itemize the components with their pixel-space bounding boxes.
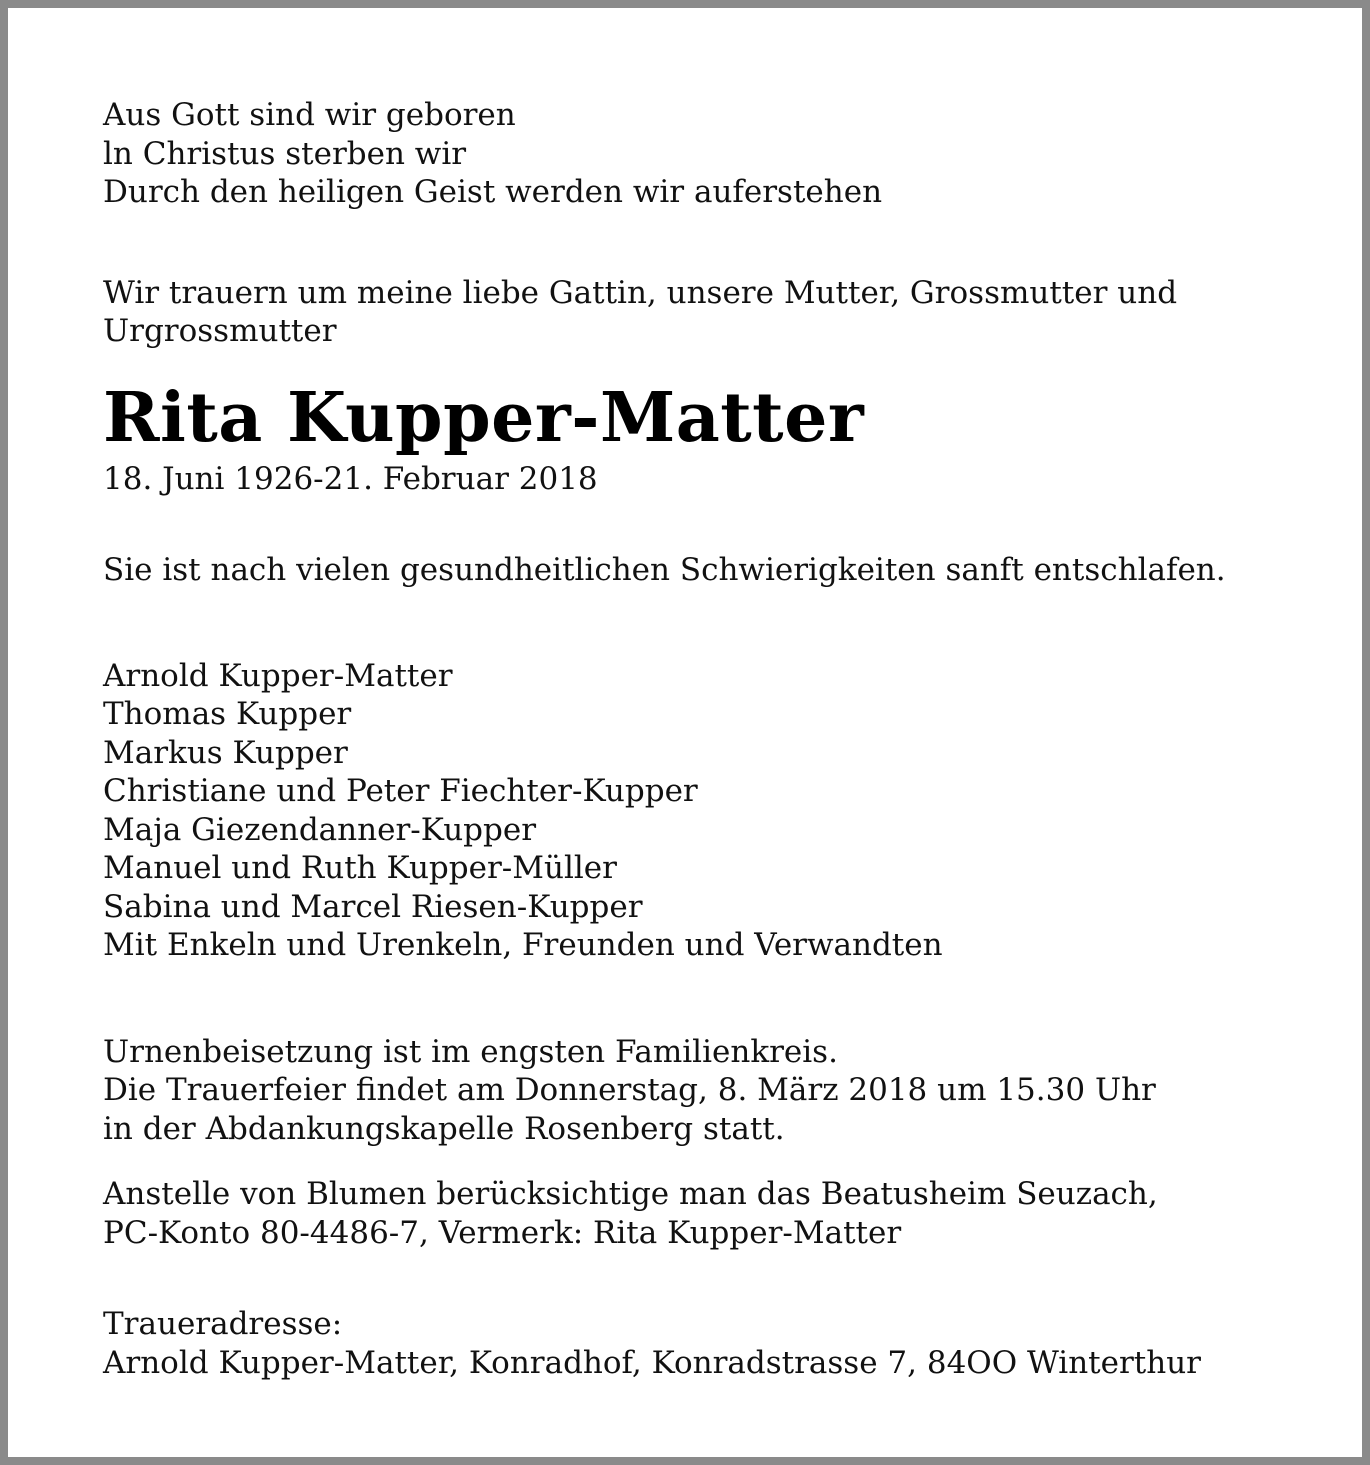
passing-text: Sie ist nach vielen gesundheitlichen Schwierigkeiten sanft entschlafen. [103, 552, 1226, 588]
mourner-name: Mit Enkeln und Urenkeln, Freunden und Verwandten [103, 927, 943, 963]
address-value: Arnold Kupper-Matter, Konradhof, Konradstrasse 7, 84OO Winterthur [103, 1344, 1202, 1381]
life-dates: 18. Juni 1926-21. Februar 2018 [103, 460, 598, 497]
donation-info [103, 1175, 1303, 1252]
mourner-name: Manuel und Ruth Kupper-Müller [103, 850, 617, 886]
ceremony-line: Urnenbeisetzung ist im engsten Familienkreis. [103, 1033, 838, 1070]
donation-line: Anstelle von Blumen berücksichtige man das Beatusheim Seuzach, [103, 1176, 1158, 1212]
intro-line: Urgrossmutter [103, 313, 337, 349]
address-label: Traueradresse: [103, 1306, 343, 1342]
mourner-name: Maja Giezendanner-Kupper [103, 811, 537, 848]
mourner-name: Christiane und Peter Fiechter-Kupper [103, 773, 698, 809]
motto-line: Durch den heiligen Geist werden wir auferstehen [103, 174, 883, 210]
mourners-list [103, 657, 1303, 965]
mourner-name: Thomas Kupper [103, 696, 352, 732]
intro-line: Wir trauern um meine liebe Gattin, unsere Mutter, Grossmutter und [103, 274, 1178, 311]
ceremony-line: in der Abdankungskapelle Rosenberg statt. [103, 1110, 785, 1147]
ceremony-info [103, 1033, 1303, 1149]
ceremony-line: Die Trauerfeier findet am Donnerstag, 8. März 2018 um 15.30 Uhr [103, 1072, 1156, 1108]
mourner-name: Sabina und Marcel Riesen-Kupper [103, 888, 643, 925]
intro-text [103, 274, 1303, 351]
motto-line: Aus Gott sind wir geboren [103, 97, 516, 133]
donation-line: PC-Konto 80-4486-7, Vermerk: Rita Kupper-Matter [103, 1214, 902, 1251]
notice-content [103, 96, 1303, 1382]
deceased-name: Rita Kupper-Matter [103, 377, 865, 458]
mourner-name: Arnold Kupper-Matter [103, 657, 453, 694]
mourner-name: Markus Kupper [103, 734, 348, 771]
motto-line: ln Christus sterben wir [103, 135, 467, 172]
mourning-address [103, 1305, 1303, 1382]
motto-verse [103, 96, 1303, 212]
